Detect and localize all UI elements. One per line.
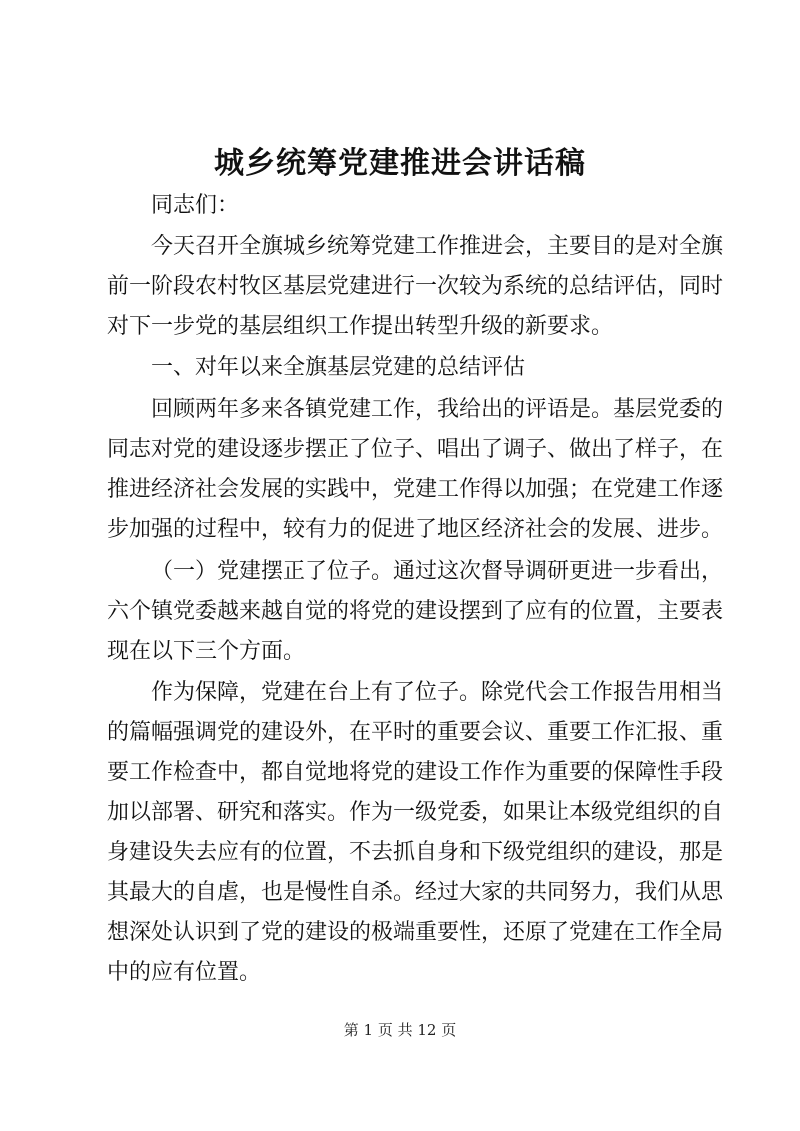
body-line: 作为保障，党建在台上有了位子。除党代会工作报告用相当 — [151, 680, 724, 705]
body-line: 对下一步党的基层组织工作提出转型升级的新要求。 — [107, 314, 614, 339]
body-line: 推进经济社会发展的实践中，党建工作得以加强；在党建工作逐 — [107, 477, 724, 502]
body-line: 前一阶段农村牧区基层党建进行一次较为系统的总结评估，同时 — [107, 274, 724, 299]
body-line: 加以部署、研究和落实。作为一级党委，如果让本级党组织的自 — [107, 800, 724, 825]
page-number-footer: 第 1 页 共 12 页 — [343, 1021, 457, 1039]
section-heading: 一、对年以来全旗基层党建的总结评估 — [151, 355, 526, 380]
body-line: 的篇幅强调党的建设外，在平时的重要会议、重要工作汇报、重 — [107, 720, 724, 745]
body-line: 现在以下三个方面。 — [107, 639, 306, 664]
document-title: 城乡统筹党建推进会讲话稿 — [214, 146, 586, 181]
body-line: 中的应有位置。 — [107, 960, 262, 985]
body-line: 今天召开全旗城乡统筹党建工作推进会，主要目的是对全旗 — [151, 234, 724, 259]
body-line: 其最大的自虐，也是慢性自杀。经过大家的共同努力，我们从思 — [107, 880, 724, 905]
body-line: 六个镇党委越来越自觉的将党的建设摆到了应有的位置，主要表 — [107, 599, 724, 624]
body-line: 回顾两年多来各镇党建工作，我给出的评语是。基层党委的 — [151, 397, 724, 422]
body-line: 身建设失去应有的位置，不去抓自身和下级党组织的建设，那是 — [107, 840, 724, 865]
body-line: 要工作检查中，都自觉地将党的建设工作作为重要的保障性手段 — [107, 760, 724, 785]
body-line: 步加强的过程中，较有力的促进了地区经济社会的发展、进步。 — [107, 517, 724, 542]
body-line: 同志对党的建设逐步摆正了位子、唱出了调子、做出了样子，在 — [107, 437, 724, 462]
body-line: 想深处认识到了党的建设的极端重要性，还原了党建在工作全局 — [107, 920, 724, 945]
salutation-line: 同志们： — [151, 193, 240, 218]
body-line: （一）党建摆正了位子。通过这次督导调研更进一步看出， — [151, 559, 724, 584]
